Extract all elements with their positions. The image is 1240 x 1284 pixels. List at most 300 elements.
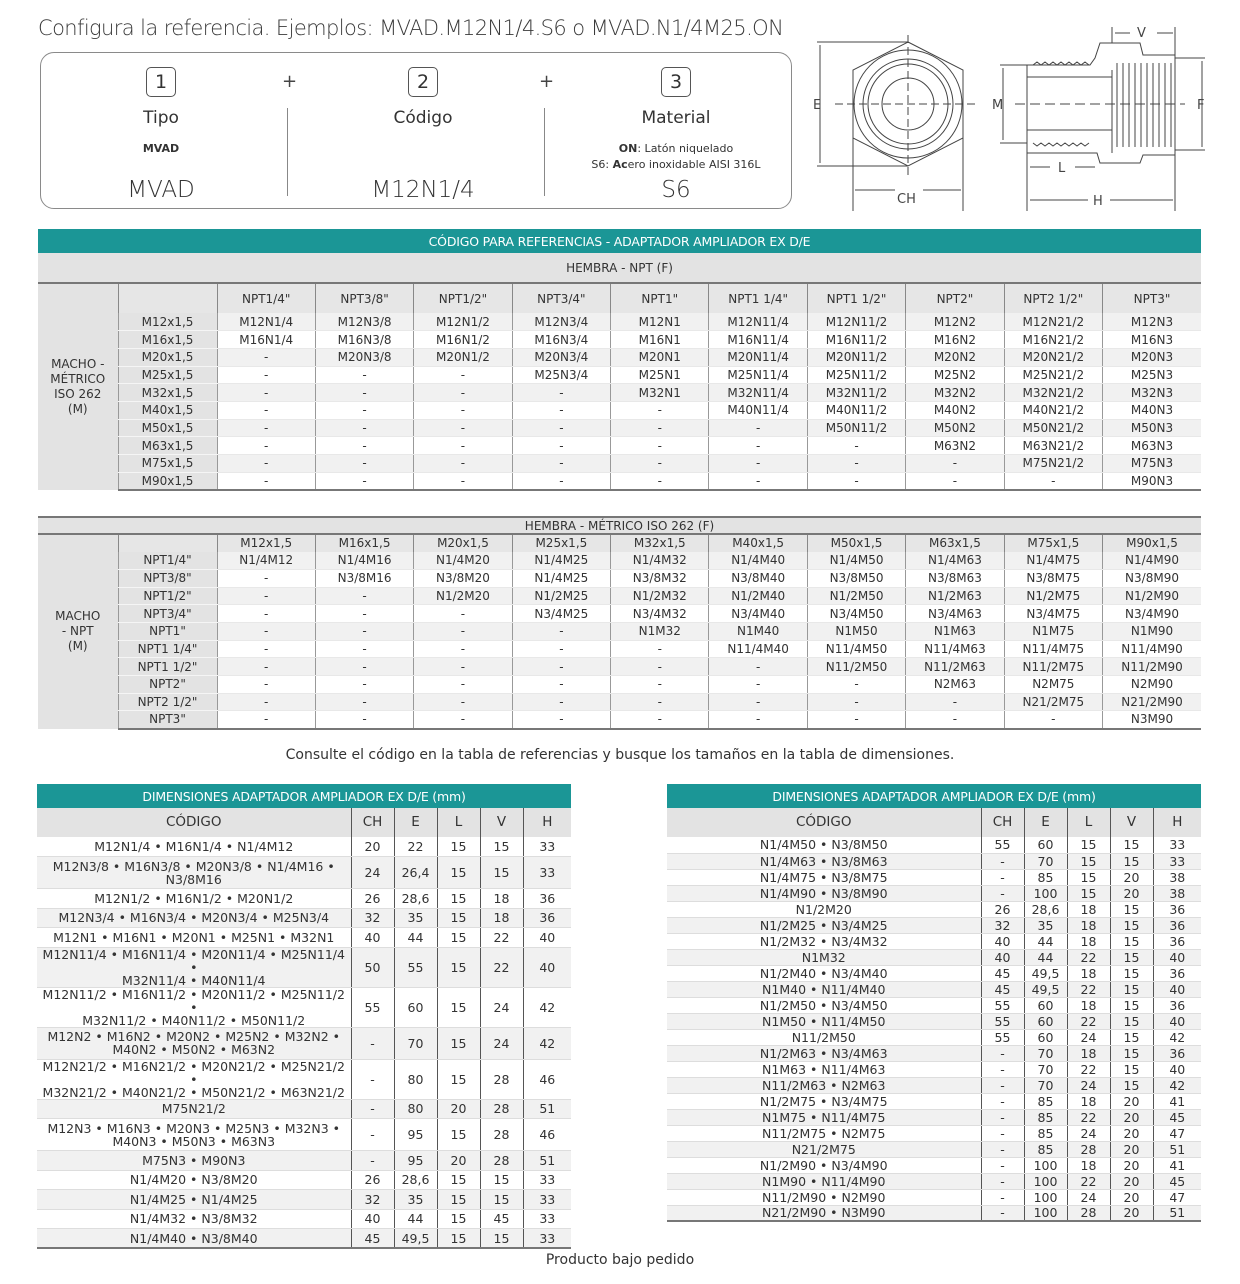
table-cell: -: [906, 693, 1004, 711]
dim-v: 15: [1110, 1029, 1153, 1045]
code-cell: [37, 1099, 351, 1119]
table-cell: N21/2M75: [1004, 693, 1102, 711]
dim-h: 40: [1153, 1013, 1201, 1029]
corner-cell: [118, 283, 217, 313]
table-title: DIMENSIONES ADAPTADOR AMPLIADOR EX D/E (mm): [142, 788, 466, 804]
table-cell: M50N11/2: [807, 419, 905, 437]
reference-table-metric-male: [38, 229, 1201, 491]
table-cell: N11/4M63: [906, 640, 1004, 658]
dim-h: 51: [1153, 1205, 1201, 1221]
dim-v: 15: [1110, 1013, 1153, 1029]
table-cell: -: [315, 472, 413, 490]
dim-e: 28,6: [394, 1170, 437, 1190]
code-cell: [667, 853, 981, 869]
table-subtitle: HEMBRA - MÉTRICO ISO 262 (F): [38, 517, 1201, 534]
table-cell: -: [315, 711, 413, 729]
code-line: N21/2M75: [791, 1141, 856, 1157]
dim-ch: 40: [351, 928, 394, 948]
dim-l: 15: [1067, 869, 1110, 885]
code-cell: [667, 837, 981, 853]
row-header: M16x1,5: [118, 331, 217, 349]
table-cell: M16N1: [611, 331, 709, 349]
table-row: [37, 1027, 571, 1059]
table-cell: N1/2M25: [512, 587, 610, 605]
table-row: [38, 313, 1201, 331]
dim-v: 20: [1110, 1157, 1153, 1173]
table-cell: -: [414, 676, 512, 694]
table-cell: M20N21/2: [1004, 348, 1102, 366]
code-line: N1/2M40 • N3/4M40: [759, 965, 888, 981]
table-cell: M16N1/4: [217, 331, 315, 349]
table-cell: -: [217, 348, 315, 366]
table-cell: N11/4M40: [709, 640, 807, 658]
table-row: [38, 437, 1201, 455]
dim-e: 95: [394, 1151, 437, 1171]
dim-h: 40: [523, 947, 571, 987]
dim-label-f: F: [1197, 98, 1205, 113]
dim-e: 70: [394, 1027, 437, 1059]
table-cell: -: [512, 693, 610, 711]
table-cell: -: [315, 455, 413, 473]
table-cell: N3/4M50: [807, 605, 905, 623]
column-header: V: [1110, 808, 1153, 837]
dim-h: 51: [523, 1099, 571, 1119]
table-cell: -: [611, 401, 709, 419]
reference-table-npt-male: [38, 516, 1201, 730]
table-cell: M16N3/4: [512, 331, 610, 349]
step-label: Código: [393, 108, 453, 128]
table-cell: -: [414, 693, 512, 711]
code-line: N1M75 • N11/4M75: [762, 1109, 886, 1125]
table-cell: N1/2M32: [611, 587, 709, 605]
table-row: [667, 869, 1201, 885]
row-header: NPT2": [118, 676, 217, 694]
table-row: [37, 987, 571, 1027]
dim-ch: 26: [981, 901, 1024, 917]
step-number: 3: [661, 67, 691, 97]
table-cell: N2M75: [1004, 676, 1102, 694]
column-header: M40x1,5: [709, 534, 807, 552]
column-header: NPT1 1/4": [709, 283, 807, 313]
table-cell: M50N21/2: [1004, 419, 1102, 437]
code-cell: [37, 837, 351, 857]
dim-e: 60: [1024, 1029, 1067, 1045]
dim-ch: 50: [351, 947, 394, 987]
page-title: Configura la referencia. Ejemplos: MVAD.M12N1/4.S6 o MVAD.N1/4M25.ON: [38, 16, 784, 40]
table-cell: -: [512, 472, 610, 490]
table-cell: -: [315, 401, 413, 419]
code-line: M12N11/2 • M16N11/2 • M20N11/2 • M25N11/2 •: [42, 986, 345, 1015]
dim-v: 15: [1110, 1061, 1153, 1077]
dim-h: 46: [523, 1119, 571, 1151]
column-header: NPT2 1/2": [1004, 283, 1102, 313]
step-label: Tipo: [143, 108, 179, 128]
dim-e: 100: [1024, 1205, 1067, 1221]
dim-h: 33: [523, 1190, 571, 1210]
column-header: M20x1,5: [414, 534, 512, 552]
table-cell: M32N1: [611, 384, 709, 402]
dim-e: 35: [394, 908, 437, 928]
table-cell: M32N2: [906, 384, 1004, 402]
table-row: [38, 472, 1201, 490]
table-cell: M25N11/2: [807, 366, 905, 384]
code-line: M12N1/2 • M16N1/2 • M20N1/2: [94, 890, 294, 906]
code-line: M12N3 • M16N3 • M20N3 • M25N3 • M32N3 •: [47, 1120, 341, 1136]
table-cell: -: [217, 384, 315, 402]
table-row: [37, 1190, 571, 1210]
dim-v: 15: [1110, 901, 1153, 917]
column-header: M16x1,5: [315, 534, 413, 552]
table-row: [38, 348, 1201, 366]
row-header: NPT1/2": [118, 587, 217, 605]
table-row: [37, 908, 571, 928]
code-cell: [667, 1173, 981, 1189]
dim-v: 15: [480, 857, 523, 889]
config-step-material: [556, 53, 796, 208]
table-cell: M16N1/2: [414, 331, 512, 349]
dim-ch: -: [981, 1061, 1024, 1077]
column-header: NPT1 1/2": [807, 283, 905, 313]
table-cell: -: [709, 676, 807, 694]
dim-v: 20: [1110, 1109, 1153, 1125]
dim-v: 20: [1110, 1205, 1153, 1221]
dim-label-v: V: [1137, 26, 1146, 41]
column-header: M50x1,5: [807, 534, 905, 552]
step-value: MVAD: [127, 177, 195, 203]
dim-ch: 55: [981, 997, 1024, 1013]
dim-e: 44: [1024, 933, 1067, 949]
dim-v: 24: [480, 1027, 523, 1059]
code-cell: [667, 869, 981, 885]
dim-e: 35: [1024, 917, 1067, 933]
code-cell: [37, 928, 351, 948]
dim-e: 28,6: [1024, 901, 1067, 917]
column-header: H: [1153, 808, 1201, 837]
table-cell: -: [414, 605, 512, 623]
code-cell: [667, 1077, 981, 1093]
dim-l: 15: [437, 1027, 480, 1059]
row-header: NPT1 1/4": [118, 640, 217, 658]
table-row: [667, 1077, 1201, 1093]
table-cell: N3M90: [1103, 711, 1201, 729]
code-line: N1/4M40 • N3/8M40: [129, 1230, 258, 1246]
table-cell: N1/4M40: [709, 552, 807, 570]
table-row: [38, 401, 1201, 419]
code-line: M12N3/4 • M16N3/4 • M20N3/4 • M25N3/4: [58, 910, 330, 926]
table-cell: -: [512, 676, 610, 694]
dim-h: 45: [1153, 1109, 1201, 1125]
table-cell: M40N21/2: [1004, 401, 1102, 419]
code-cell: [667, 1141, 981, 1157]
table-row: [38, 640, 1201, 658]
step-value: S6: [661, 177, 691, 203]
dim-h: 36: [1153, 933, 1201, 949]
code-cell: [667, 1109, 981, 1125]
table-row: [667, 837, 1201, 853]
code-line: M32N11/2 • M40N11/2 • M50N11/2: [82, 1012, 306, 1028]
table-cell: -: [315, 366, 413, 384]
column-header: M12x1,5: [217, 534, 315, 552]
table-cell: -: [414, 384, 512, 402]
dim-ch: 55: [351, 987, 394, 1027]
dim-e: 35: [394, 1190, 437, 1210]
table-cell: -: [414, 455, 512, 473]
table-cell: -: [709, 472, 807, 490]
table-row: [667, 1205, 1201, 1221]
table-cell: -: [217, 605, 315, 623]
dim-ch: 32: [351, 908, 394, 928]
table-cell: -: [217, 419, 315, 437]
table-cell: -: [315, 437, 413, 455]
table-cell: M25N2: [906, 366, 1004, 384]
code-cell: [667, 885, 981, 901]
divider: [287, 108, 288, 196]
dim-e: 85: [1024, 1109, 1067, 1125]
table-cell: -: [512, 658, 610, 676]
row-group-label: MACHO - NPT (M): [38, 534, 118, 729]
table-cell: N2M63: [906, 676, 1004, 694]
dim-v: 15: [480, 837, 523, 857]
table-row: [667, 1189, 1201, 1205]
row-header: M40x1,5: [118, 401, 217, 419]
dim-h: 33: [523, 1209, 571, 1229]
plus-sign: +: [282, 71, 298, 92]
code-line: N11/2M90 • N2M90: [762, 1189, 886, 1205]
dim-v: 15: [1110, 853, 1153, 869]
row-header: M50x1,5: [118, 419, 217, 437]
dim-v: 28: [480, 1119, 523, 1151]
dim-v: 20: [1110, 1141, 1153, 1157]
row-header: M32x1,5: [118, 384, 217, 402]
code-line: N21/2M90 • N3M90: [762, 1205, 886, 1221]
step-label: Material: [641, 108, 711, 128]
code-cell: [667, 1029, 981, 1045]
table-row: [667, 1093, 1201, 1109]
table-cell: N1M90: [1103, 622, 1201, 640]
dim-e: 70: [1024, 1045, 1067, 1061]
row-header: M20x1,5: [118, 348, 217, 366]
code-line: N1/4M32 • N3/8M32: [129, 1211, 258, 1227]
code-cell: [37, 1151, 351, 1171]
table-row: [38, 587, 1201, 605]
table-cell: M25N21/2: [1004, 366, 1102, 384]
code-line: N1/2M20: [795, 901, 852, 917]
table-cell: -: [807, 437, 905, 455]
table-cell: -: [512, 437, 610, 455]
table-cell: -: [217, 640, 315, 658]
dim-h: 36: [1153, 901, 1201, 917]
table-title: CÓDIGO PARA REFERENCIAS - ADAPTADOR AMPLIADOR EX D/E: [38, 229, 1201, 253]
table-cell: -: [512, 401, 610, 419]
table-cell: M16N3: [1103, 331, 1201, 349]
dim-ch: -: [981, 869, 1024, 885]
table-cell: N11/4M75: [1004, 640, 1102, 658]
table-cell: N1/4M20: [414, 552, 512, 570]
step-description: MVAD: [142, 142, 180, 155]
divider: [544, 108, 545, 196]
dim-v: 28: [480, 1151, 523, 1171]
dim-v: 15: [480, 1170, 523, 1190]
code-line: N1M50 • N11/4M50: [762, 1013, 886, 1029]
table-row: [667, 1157, 1201, 1173]
column-header: NPT1/2": [414, 283, 512, 313]
table-cell: -: [611, 455, 709, 473]
table-cell: M20N11/2: [807, 348, 905, 366]
dim-l: 28: [1067, 1141, 1110, 1157]
column-header: H: [523, 808, 571, 837]
table-cell: -: [315, 605, 413, 623]
dim-ch: 40: [351, 1209, 394, 1229]
table-cell: M12N3/8: [315, 313, 413, 331]
table-cell: M63N21/2: [1004, 437, 1102, 455]
table-cell: M16N11/4: [709, 331, 807, 349]
table-cell: N11/4M50: [807, 640, 905, 658]
dim-v: 15: [480, 1190, 523, 1210]
dim-h: 36: [1153, 997, 1201, 1013]
table-cell: -: [906, 711, 1004, 729]
step-number: 2: [408, 67, 438, 97]
table-row: [38, 676, 1201, 694]
code-cell: [667, 1013, 981, 1029]
dim-ch: -: [351, 1119, 394, 1151]
code-cell: [667, 997, 981, 1013]
code-line: N1/4M25 • N1/4M25: [129, 1191, 258, 1207]
column-header: V: [480, 808, 523, 837]
table-cell: M16N11/2: [807, 331, 905, 349]
table-cell: M12N1: [611, 313, 709, 331]
table-cell: N2M90: [1103, 676, 1201, 694]
code-cell: [37, 857, 351, 889]
dim-v: 24: [480, 987, 523, 1027]
table-cell: -: [315, 693, 413, 711]
table-row: [667, 1141, 1201, 1157]
code-line: N11/2M63 • N2M63: [762, 1077, 886, 1093]
dim-l: 15: [437, 1170, 480, 1190]
dim-ch: 55: [981, 1029, 1024, 1045]
row-header: NPT1 1/2": [118, 658, 217, 676]
table-cell: N3/8M16: [315, 569, 413, 587]
table-cell: N1/4M32: [611, 552, 709, 570]
column-header: CÓDIGO: [667, 808, 981, 837]
code-cell: [37, 987, 351, 1027]
dim-e: 80: [394, 1099, 437, 1119]
dim-ch: 40: [981, 933, 1024, 949]
dim-h: 33: [523, 857, 571, 889]
column-header: E: [1024, 808, 1067, 837]
dim-l: 15: [437, 1229, 480, 1249]
table-cell: -: [315, 658, 413, 676]
table-cell: -: [611, 472, 709, 490]
dim-ch: -: [981, 1189, 1024, 1205]
dim-v: 20: [1110, 1189, 1153, 1205]
code-cell: [37, 1209, 351, 1229]
code-line: M40N3 • M50N3 • M63N3: [112, 1133, 276, 1149]
table-cell: -: [315, 640, 413, 658]
table-row: [667, 885, 1201, 901]
table-cell: -: [217, 693, 315, 711]
table-row: [667, 1045, 1201, 1061]
table-cell: -: [611, 676, 709, 694]
dim-v: 22: [480, 928, 523, 948]
code-line: M12N1/4 • M16N1/4 • N1/4M12: [94, 839, 294, 854]
dim-v: 18: [480, 908, 523, 928]
dim-ch: -: [981, 1173, 1024, 1189]
dim-h: 47: [1153, 1189, 1201, 1205]
column-header: L: [1067, 808, 1110, 837]
table-cell: N3/8M32: [611, 569, 709, 587]
dim-h: 33: [1153, 837, 1201, 853]
dim-v: 15: [1110, 981, 1153, 997]
table-cell: -: [315, 384, 413, 402]
table-cell: M32N21/2: [1004, 384, 1102, 402]
table-cell: M25N3/4: [512, 366, 610, 384]
table-cell: -: [611, 693, 709, 711]
dim-h: 40: [523, 928, 571, 948]
table-row: [667, 1013, 1201, 1029]
dim-e: 49,5: [1024, 965, 1067, 981]
dim-e: 85: [1024, 869, 1067, 885]
dim-v: 15: [1110, 933, 1153, 949]
table-row: [667, 949, 1201, 965]
table-cell: -: [217, 472, 315, 490]
code-line: M12N1 • M16N1 • M20N1 • M25N1 • M32N1: [53, 929, 335, 945]
dim-h: 42: [523, 1027, 571, 1059]
code-line: N1/2M75 • N3/4M75: [759, 1093, 888, 1109]
table-cell: M16N21/2: [1004, 331, 1102, 349]
dim-l: 22: [1067, 949, 1110, 965]
config-step-codigo: [303, 53, 543, 208]
dim-ch: -: [981, 885, 1024, 901]
code-line: N1M90 • N11/4M90: [762, 1173, 886, 1189]
dim-ch: -: [981, 1205, 1024, 1221]
dim-l: 28: [1067, 1205, 1110, 1221]
table-row: [38, 622, 1201, 640]
dim-l: 15: [437, 1059, 480, 1099]
corner-cell: [118, 534, 217, 552]
column-header: CH: [351, 808, 394, 837]
table-row: [37, 1151, 571, 1171]
table-cell: -: [414, 658, 512, 676]
column-header: M63x1,5: [906, 534, 1004, 552]
table-row: [38, 455, 1201, 473]
column-header: M32x1,5: [611, 534, 709, 552]
code-line: M12N3/8 • M16N3/8 • M20N3/8 • N1/4M16 •: [52, 858, 335, 874]
table-cell: -: [414, 711, 512, 729]
table-cell: -: [315, 676, 413, 694]
dim-label-l: L: [1058, 161, 1066, 176]
table-cell: N1/4M90: [1103, 552, 1201, 570]
table-cell: M25N3: [1103, 366, 1201, 384]
dim-l: 22: [1067, 981, 1110, 997]
code-cell: [37, 889, 351, 909]
table-cell: M40N11/4: [709, 401, 807, 419]
column-header: E: [394, 808, 437, 837]
table-row: [38, 552, 1201, 570]
table-cell: -: [414, 472, 512, 490]
dim-v: 15: [1110, 997, 1153, 1013]
table-cell: -: [217, 366, 315, 384]
table-cell: M12N11/2: [807, 313, 905, 331]
table-cell: -: [512, 640, 610, 658]
dim-h: 51: [1153, 1141, 1201, 1157]
table-cell: M25N1: [611, 366, 709, 384]
table-cell: -: [414, 437, 512, 455]
dim-l: 15: [437, 857, 480, 889]
dim-e: 85: [1024, 1125, 1067, 1141]
table-row: [667, 1173, 1201, 1189]
dim-e: 100: [1024, 1173, 1067, 1189]
dim-e: 70: [1024, 1077, 1067, 1093]
